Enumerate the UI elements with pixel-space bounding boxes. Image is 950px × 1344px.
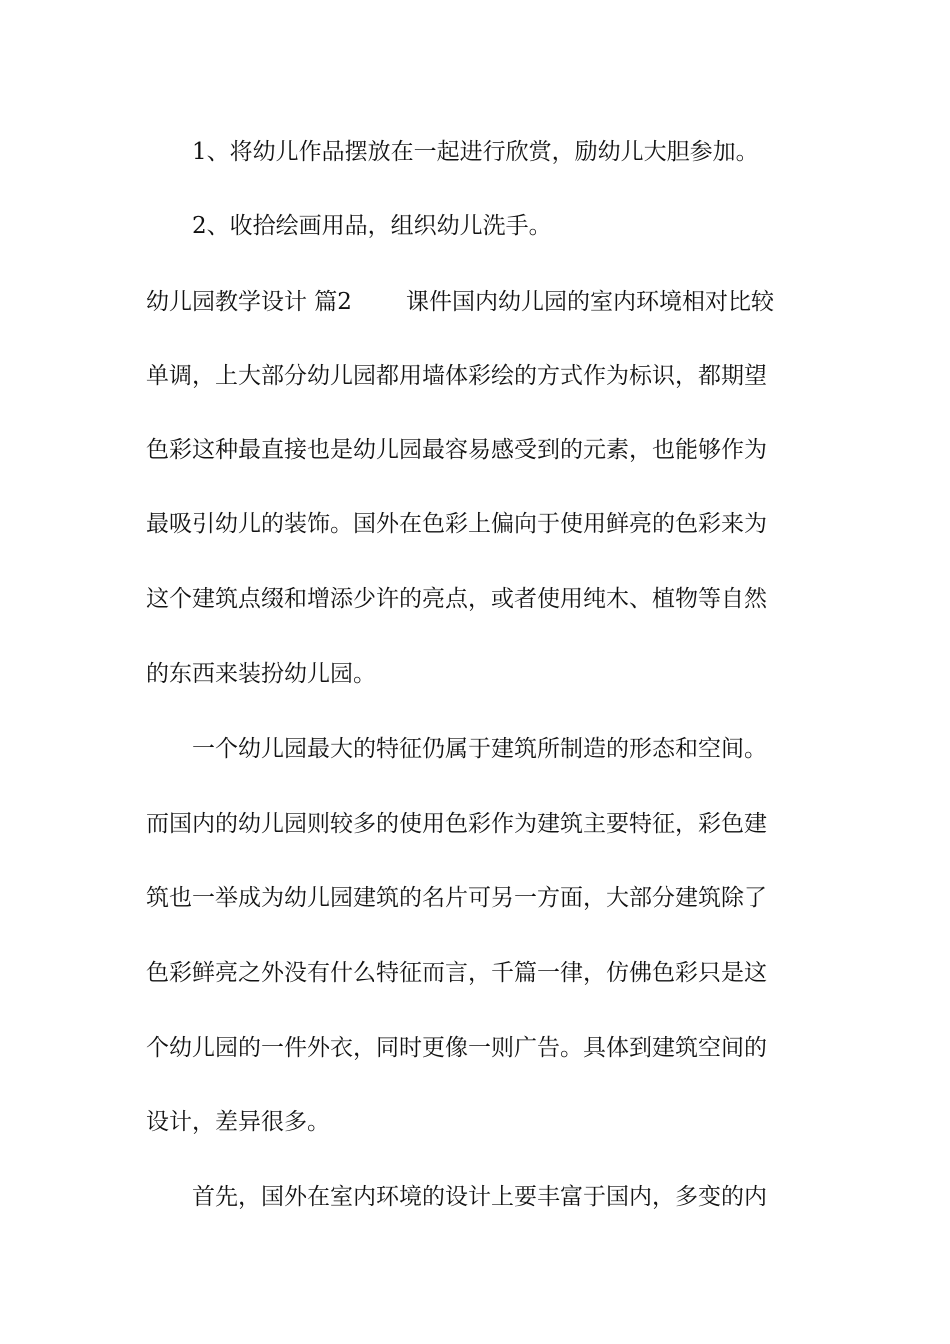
paragraph-line: 一个幼儿园最大的特征仍属于建筑所制造的形态和空间。 [192,736,767,762]
paragraph-line: 最吸引幼儿的装饰。国外在色彩上偏向于使用鲜亮的色彩来为 [146,511,767,537]
paragraph-text: 课件国内幼儿园的室内环境相对比较 [405,289,774,315]
paragraph-line: 这个建筑点缀和增添少许的亮点，或者使用纯木、植物等自然 [146,586,767,612]
paragraph-line: 单调，上大部分幼儿园都用墙体彩绘的方式作为标识，都期望 [146,363,767,389]
paragraph-line: 色彩这种最直接也是幼儿园最容易感受到的元素，也能够作为 [146,437,767,463]
paragraph-line: 而国内的幼儿园则较多的使用色彩作为建筑主要特征，彩色建 [146,811,767,837]
paragraph-line: 首先，国外在室内环境的设计上要丰富于国内，多变的内 [192,1184,767,1210]
paragraph-line: 色彩鲜亮之外没有什么特征而言，千篇一律，仿佛色彩只是这 [146,960,767,986]
paragraph-line: 个幼儿园的一件外衣，同时更像一则广告。具体到建筑空间的 [146,1035,767,1061]
list-item: 1、将幼儿作品摆放在一起进行欣赏，励幼儿大胆参加。 [192,139,759,165]
list-item: 2、收拾绘画用品，组织幼儿洗手。 [192,213,552,239]
paragraph-line: 设计，差异很多。 [146,1109,330,1135]
paragraph-line: 的东西来装扮幼儿园。 [146,661,376,687]
paragraph-line: 筑也一举成为幼儿园建筑的名片可另一方面，大部分建筑除了 [146,885,767,911]
section-heading-line [146,287,816,317]
section-heading: 幼儿园教学设计 篇2 [146,289,352,315]
